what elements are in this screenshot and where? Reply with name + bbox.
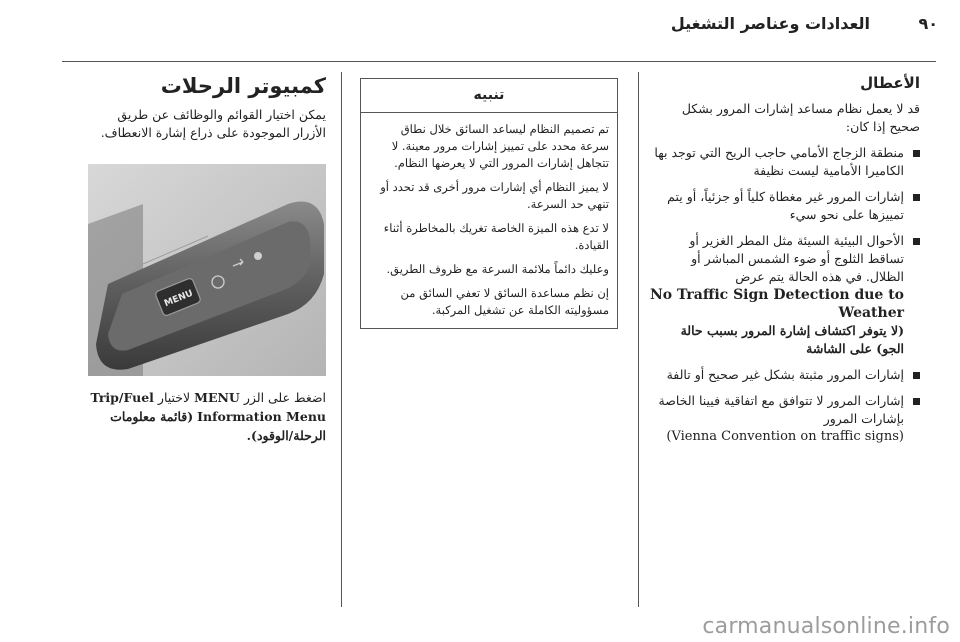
caution-heading: تنبيه — [361, 79, 617, 113]
bullet-icon — [913, 238, 920, 245]
trip-computer-heading: كمبيوتر الرحلات — [160, 74, 326, 98]
caption-pre: اضغط على الزر — [243, 390, 326, 405]
faults-section — [650, 74, 920, 454]
caption-menu-key: MENU — [194, 390, 240, 405]
list-item-text: الأحوال البيئية السيئة مثل المطر الغزير أو تساقط الثلوج أو ضوء الشمس المباشر أو الظلال. في هذه الحالة يتم عرض — [689, 233, 904, 284]
bullet-icon — [913, 398, 920, 405]
trip-computer-intro: يمكن اختيار القوائم والوظائف عن طريق الأزرار الموجودة على ذراع إشارة الانعطاف. — [100, 107, 326, 140]
list-item — [650, 188, 920, 224]
weather-message-translation: (لا يتوفر اكتشاف إشارة المرور بسبب حالة الجو) على الشاشة — [680, 323, 904, 356]
turn-signal-lever-photo — [88, 164, 326, 376]
list-item — [650, 144, 920, 180]
caution-paragraph: تم تصميم النظام ليساعد السائق خلال نطاق سرعة محدد على تمييز إشارات مرور معينة. لا تتجاهل إشارات المرور التي لا يعرضها النظام. — [391, 122, 609, 170]
header-rule — [62, 61, 936, 62]
menu-button-label: MENU — [162, 288, 195, 310]
caution-paragraph: إن نظم مساعدة السائق لا تعفي السائق من مسؤوليته الكاملة عن تشغيل المركبة. — [400, 286, 609, 317]
bullet-icon — [913, 194, 920, 201]
faults-intro: قد لا يعمل نظام مساعد إشارات المرور بشكل صحيح إذا كان: — [681, 101, 920, 134]
list-item — [650, 366, 920, 384]
list-item-text: إشارات المرور غير مغطاة كلياً أو جزئياً، أو يتم تمييزها على نحو سيء — [667, 189, 904, 222]
list-item-text: إشارات المرور مثبتة بشكل غير صحيح أو تالفة — [666, 367, 904, 382]
caption-menu-name: Trip/Fuel Information Menu — [90, 390, 326, 424]
column-divider-right — [638, 72, 639, 607]
caption-mid: لاختيار — [157, 390, 191, 405]
vienna-convention: (Vienna Convention on traffic signs) — [666, 429, 904, 444]
page-header — [0, 0, 960, 62]
weather-message: No Traffic Sign Detection due to Weather — [650, 287, 905, 321]
column-divider-left — [341, 72, 342, 607]
list-item — [650, 392, 920, 446]
caption-post: (قائمة معلومات الرحلة/الوقود). — [110, 409, 326, 443]
caution-paragraph: لا تدع هذه الميزة الخاصة تغريك بالمخاطرة أثناء القيادة. — [383, 221, 609, 252]
trip-computer-section — [88, 74, 326, 150]
caution-body — [361, 113, 617, 328]
watermark: carmanualsonline.info — [702, 614, 950, 639]
photo-caption — [88, 388, 326, 445]
header-title: العدادات وعناصر التشغيل — [670, 14, 870, 33]
faults-heading: الأعطال — [860, 74, 920, 92]
page-number: ٩٠ — [918, 14, 938, 33]
caution-section — [360, 78, 618, 329]
bullet-icon — [913, 150, 920, 157]
list-item-text: منطقة الزجاج الأمامي حاجب الريح التي توجد بها الكاميرا الأمامية ليست نظيفة — [654, 145, 904, 178]
caution-box — [360, 78, 618, 329]
list-item — [650, 232, 920, 358]
caution-paragraph: لا يميز النظام أي إشارات مرور أخرى قد تحدد أو تنهي حد السرعة. — [380, 180, 609, 211]
faults-list — [650, 144, 920, 446]
bullet-icon — [913, 372, 920, 379]
list-item-text: إشارات المرور لا تتوافق مع اتفاقية فيينا الخاصة بإشارات المرور — [658, 393, 904, 426]
lever-illustration — [88, 164, 326, 376]
caution-paragraph: وعليك دائماً ملائمة السرعة مع ظروف الطريق. — [386, 262, 609, 276]
